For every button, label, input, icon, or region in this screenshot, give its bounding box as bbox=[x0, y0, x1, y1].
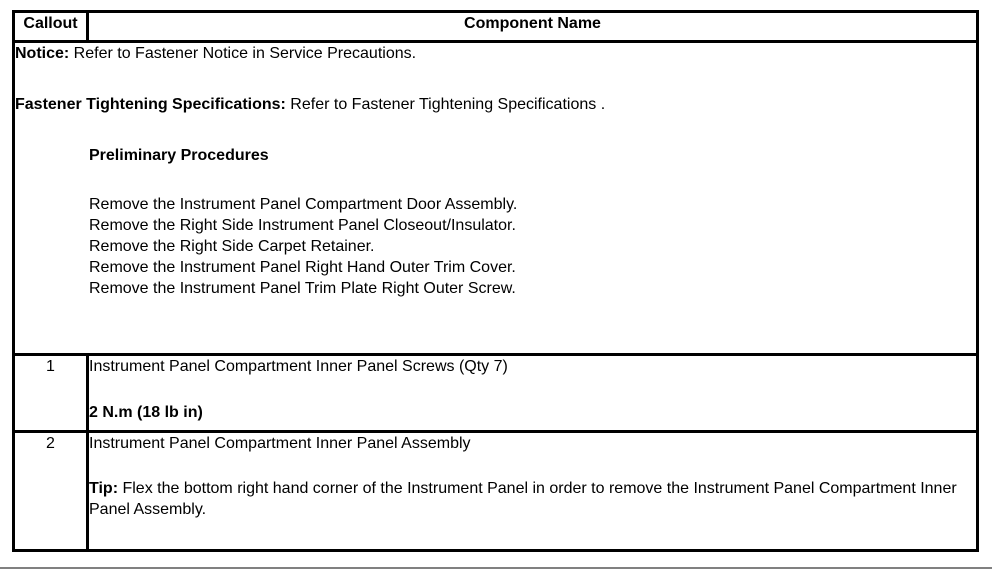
table-row bbox=[14, 355, 978, 432]
fastener-spec-label: Fastener Tightening Specifications: bbox=[15, 96, 286, 113]
component-table bbox=[12, 10, 979, 552]
preliminary-step: Remove the Right Side Instrument Panel Closeout/Insulator. bbox=[89, 217, 516, 234]
callout-number-2: 2 bbox=[14, 432, 88, 551]
tip-text: Flex the bottom right hand corner of the Instrument Panel in order to remove the Instrument Panel Compartment Inner Panel Assembly. bbox=[89, 480, 962, 518]
callout-column-header: Callout bbox=[14, 12, 88, 42]
notice-text: Refer to Fastener Notice in Service Precautions. bbox=[69, 45, 417, 62]
table-row bbox=[14, 432, 978, 551]
preliminary-procedures-heading: Preliminary Procedures bbox=[89, 147, 269, 164]
blank-line bbox=[89, 454, 976, 478]
callout-number-1: 1 bbox=[14, 355, 88, 432]
component-cell-2 bbox=[88, 432, 978, 551]
preliminary-row bbox=[14, 42, 978, 355]
torque-spec-text: 2 N.m (18 lb in) bbox=[89, 404, 203, 421]
preliminary-step: Remove the Instrument Panel Trim Plate Right Outer Screw. bbox=[89, 280, 516, 297]
preliminary-steps-list bbox=[89, 194, 976, 299]
fastener-spec-text: Refer to Fastener Tightening Specifications . bbox=[285, 96, 606, 113]
component-name-text: Instrument Panel Compartment Inner Panel Assembly bbox=[89, 435, 471, 452]
preliminary-cell bbox=[14, 42, 978, 355]
preliminary-step: Remove the Instrument Panel Right Hand Outer Trim Cover. bbox=[89, 259, 516, 276]
preliminary-step: Remove the Instrument Panel Compartment Door Assembly. bbox=[89, 196, 518, 213]
blank-line bbox=[89, 377, 976, 402]
notice-label: Notice: bbox=[15, 45, 70, 62]
table-header-row bbox=[14, 12, 978, 42]
tip-label: Tip: bbox=[89, 480, 119, 497]
tip-line bbox=[89, 478, 976, 520]
fastener-spec-line bbox=[15, 94, 976, 115]
notice-line bbox=[15, 43, 976, 64]
preliminary-step: Remove the Right Side Carpet Retainer. bbox=[89, 238, 375, 255]
component-cell-1 bbox=[88, 355, 978, 432]
component-name-text: Instrument Panel Compartment Inner Panel Screws (Qty 7) bbox=[89, 358, 508, 375]
page-bottom-rule bbox=[0, 567, 992, 569]
component-name-column-header: Component Name bbox=[88, 12, 978, 42]
